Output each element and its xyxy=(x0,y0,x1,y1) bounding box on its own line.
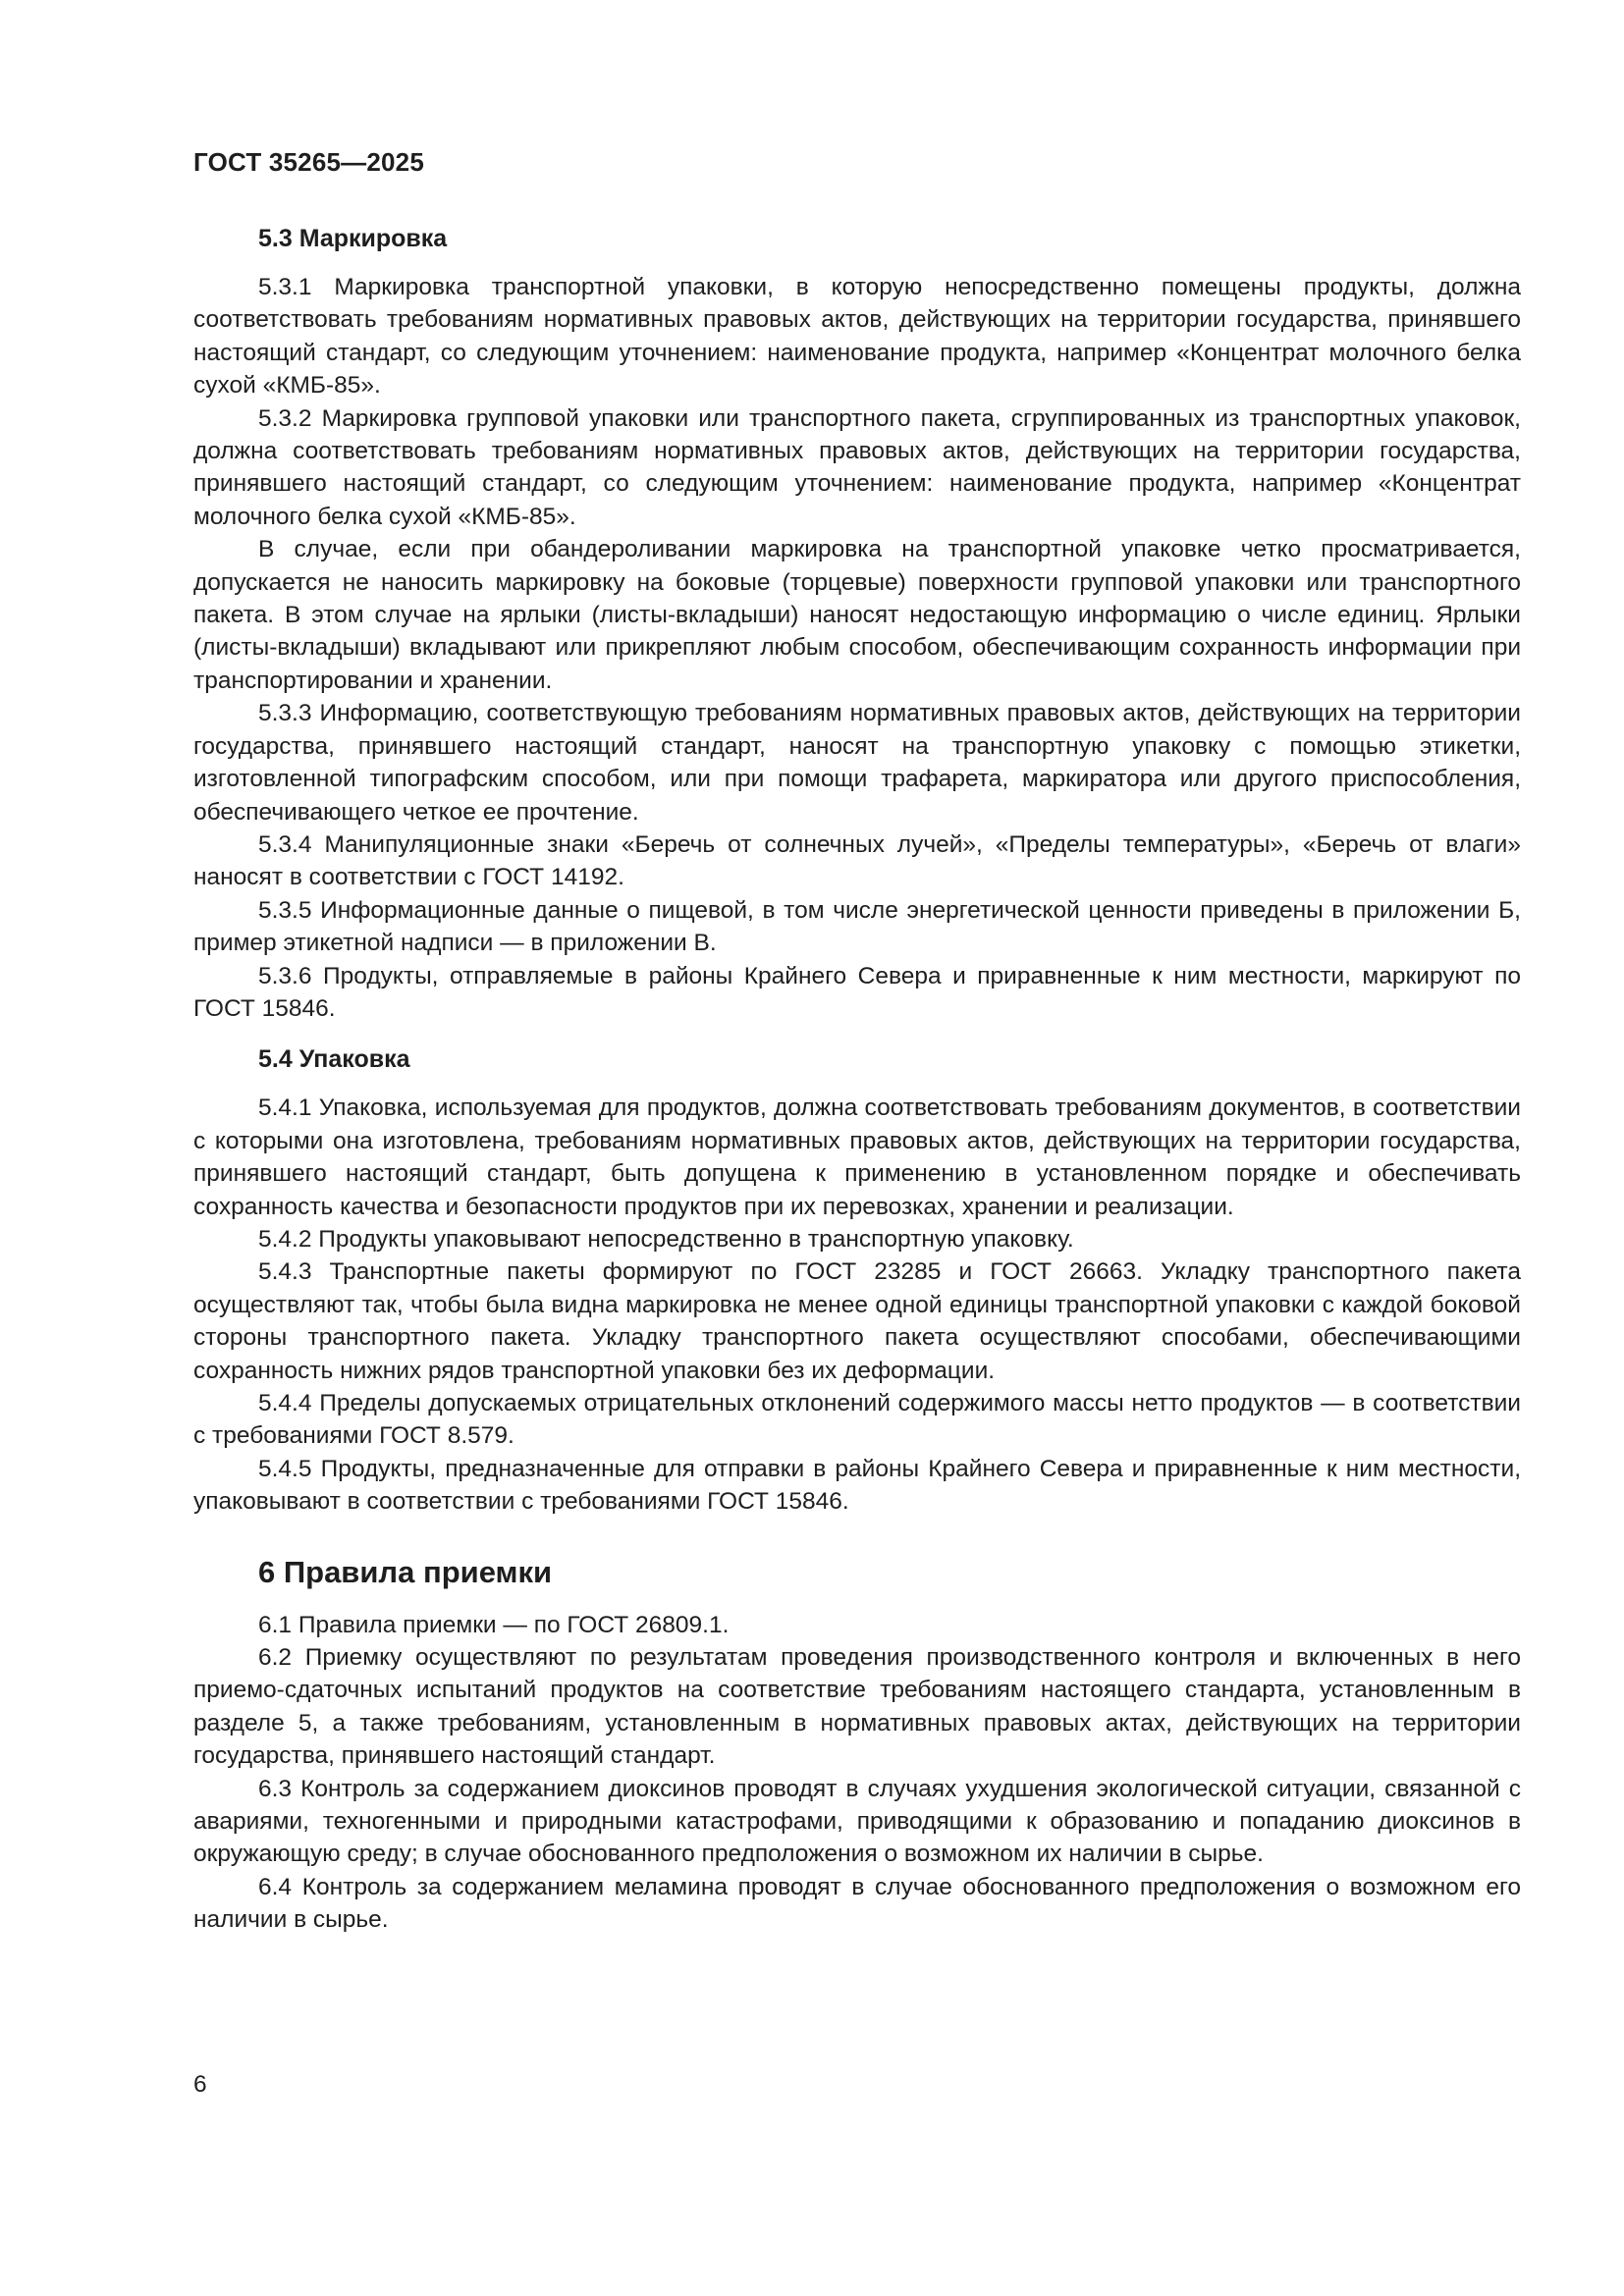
subsection-heading-5-4: 5.4 Упаковка xyxy=(258,1045,410,1074)
paragraph-5-3-5: 5.3.5 Информационные данные о пищевой, в том числе энергетической ценности приведены в приложении Б, пример этикетной надписи — в приложении В. xyxy=(193,896,1521,957)
page-content xyxy=(193,222,1521,1937)
paragraph-5-4-2: 5.4.2 Продукты упаковывают непосредственно в транспортную упаковку. xyxy=(258,1225,1074,1253)
subsection-heading-5-3: 5.3 Маркировка xyxy=(258,225,448,252)
paragraph-5-3-2-note: В случае, если при обандероливании маркировка на транспортной упаковке четко просматривается, допускается не наносить маркировку на боковые (торцевые) поверхности групповой упаковки или транспортного пакета. В этом случае на ярлыки (листы-вкладыши) наносят недостающую информацию о числе единиц. Ярлыки (листы-вкладыши) вкладывают или прикрепляют любым способом, обеспечивающим сохранность информации при транспортировании и хранении. xyxy=(193,536,1521,694)
paragraph-6-3: 6.3 Контроль за содержанием диоксинов проводят в случаях ухудшения экологической ситуации, связанной с авариями, техногенными и природными катастрофами, приводящими к образованию и попаданию диоксинов в окружающую среду; в случае обоснованного предположения о возможном их наличии в сырье. xyxy=(193,1775,1521,1868)
paragraph-5-4-4: 5.4.4 Пределы допускаемых отрицательных отклонений содержимого массы нетто продуктов — в соответствии с требованиями ГОСТ 8.579. xyxy=(193,1390,1521,1450)
document-id: ГОСТ 35265—2025 xyxy=(193,147,424,177)
paragraph-5-4-1: 5.4.1 Упаковка, используемая для продуктов, должна соответствовать требованиям документов, в соответствии с которыми она изготовлена, требованиям нормативных правовых актов, действующих на территории государства, принявшего настоящий стандарт, быть допущена к применению в установленном порядке и обеспечивать сохранность качества и безопасности продуктов при их перевозках, хранении и реализации. xyxy=(193,1095,1521,1220)
section-heading-6: 6 Правила приемки xyxy=(258,1554,553,1589)
paragraph-5-3-2: 5.3.2 Маркировка групповой упаковки или транспортного пакета, сгруппированных из транспортных упаковок, должна соответствовать требованиям нормативных правовых актов, действующих на территории государства, принявшего настоящий стандарт, со следующим уточнением: наименование продукта, например «Концентрат молочного белка сухой «КМБ-85». xyxy=(193,404,1521,530)
paragraph-5-3-1: 5.3.1 Маркировка транспортной упаковки, в которую непосредственно помещены продукты, должна соответствовать требованиям нормативных правовых актов, действующих на территории государства, принявшего настоящий стандарт, со следующим уточнением: наименование продукта, например «Концентрат молочного белка сухой «КМБ-85». xyxy=(193,274,1521,400)
page-number: 6 xyxy=(193,2071,207,2098)
paragraph-6-2: 6.2 Приемку осуществляют по результатам проведения производственного контроля и включенных в него приемо-сдаточных испытаний продуктов на соответствие требованиям настоящего стандарта, установленным в разделе 5, а также требованиям, установленным в нормативных правовых актах, действующих на территории государства, принявшего настоящий стандарт. xyxy=(193,1644,1521,1770)
paragraph-5-4-5: 5.4.5 Продукты, предназначенные для отправки в районы Крайнего Севера и приравненные к ним местности, упаковывают в соответствии с требованиями ГОСТ 15846. xyxy=(193,1455,1521,1516)
paragraph-6-4: 6.4 Контроль за содержанием меламина проводят в случае обоснованного предположения о возможном его наличии в сырье. xyxy=(193,1873,1521,1934)
paragraph-5-3-3: 5.3.3 Информацию, соответствующую требованиям нормативных правовых актов, действующих на территории государства, принявшего настоящий стандарт, наносят на транспортную упаковку с помощью этикетки, изготовленной типографским способом, или при помощи трафарета, маркиратора или другого приспособления, обеспечивающего четкое ее прочтение. xyxy=(193,700,1521,826)
paragraph-5-3-6: 5.3.6 Продукты, отправляемые в районы Крайнего Севера и приравненные к ним местности, маркируют по ГОСТ 15846. xyxy=(193,962,1521,1022)
paragraph-5-3-4: 5.3.4 Манипуляционные знаки «Беречь от солнечных лучей», «Пределы температуры», «Беречь от влаги» наносят в соответствии с ГОСТ 14192. xyxy=(193,830,1521,891)
paragraph-5-4-3: 5.4.3 Транспортные пакеты формируют по ГОСТ 23285 и ГОСТ 26663. Укладку транспортного пакета осуществляют так, чтобы была видна маркировка не менее одной единицы транспортной упаковки с каждой боковой стороны транспортного пакета. Укладку транспортного пакета осуществляют способами, обеспечивающими сохранность нижних рядов транспортной упаковки без их деформации. xyxy=(193,1258,1521,1384)
paragraph-6-1: 6.1 Правила приемки — по ГОСТ 26809.1. xyxy=(258,1611,730,1638)
